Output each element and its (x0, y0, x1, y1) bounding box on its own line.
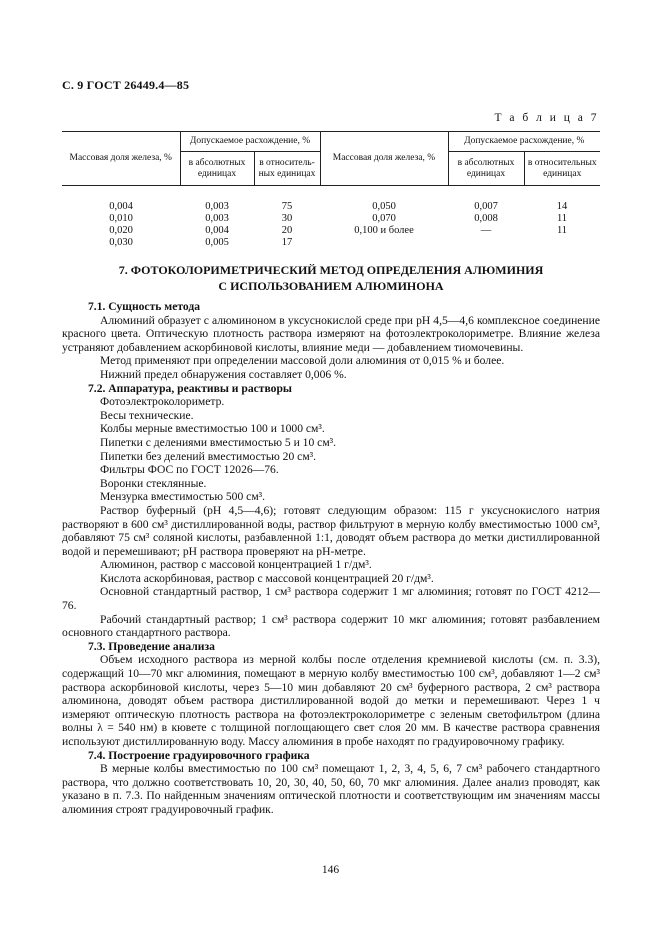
cell: 0,004 (109, 201, 133, 212)
header-abs-left: в абсолютных единицах (180, 152, 254, 186)
cell: 0,070 (372, 213, 396, 224)
list-item: Основной стандартный раствор, 1 см³ раствора содержит 1 мг алюминия; готовят по ГОСТ 4212—76. (62, 585, 600, 613)
cell: 0,004 (205, 225, 229, 236)
table-row (62, 213, 600, 225)
cell: 0,010 (109, 213, 133, 224)
cell: 30 (281, 213, 293, 224)
header-allowed-right: Допускаемое расхождение, % (448, 132, 600, 152)
list-item: Пипетки с делениями вместимостью 5 и 10 см³. (100, 435, 337, 449)
list-item: Кислота аскорбиновая, раствор с массовой концентрацией 20 г/дм³. (100, 571, 434, 585)
paragraph: Объем исходного раствора из мерной колбы после отделения кремниевой кислоты (см. п. 3.3), содержащий 10—70 мкг алюминия, помещают в мерную колбу вместимостью 100 см³, добавляют 1—2 см³ раствора аскорбиновой кислоты, через 5—10 мин добавляют 20 см³ буферного раствора, 2 см³ раствора алюминона, доводят объем раствора дистиллированной водой до метки и перемешивают. Через 1 ч измеряют оптическую плотность раствора на фотоэлектроколориметре с зеленым светофильтром (длина волны λ = 540 нм) в кювете с толщиной поглощающего свет слоя 20 мм. В качестве раствора сравнения используют дистиллированную воду. Массу алюминия в пробе находят по градуировочному графику. (62, 653, 600, 748)
header-mass-right: Массовая доля железа, % (320, 132, 448, 186)
cell: 0,050 (372, 201, 396, 212)
cell (320, 237, 448, 249)
paragraph: В мерные колбы вместимостью по 100 см³ помещают 1, 2, 3, 4, 5, 6, 7 см³ рабочего стандартного раствора, что должно соответствовать 10, 20, 30, 40, 50, 60, 70 мкг алюминия. Далее анализ проводят, как указано в п. 7.3. По найденным значениям оптической плотности и соответствующим им значениям массы алюминия строят градуировочный график. (62, 762, 600, 816)
cell: 0,100 и более (354, 225, 414, 236)
cell (524, 237, 600, 249)
list-item: Фотоэлектроколориметр. (100, 395, 225, 409)
list-item: Воронки стеклянные. (100, 476, 207, 490)
cell: 14 (556, 201, 568, 212)
header-abs-right: в абсолютных единицах (448, 152, 524, 186)
list-item: Пипетки без делений вместимостью 20 см³. (100, 449, 317, 463)
cell: 0,020 (109, 225, 133, 236)
iron-tolerance-table (62, 131, 600, 249)
cell: — (480, 225, 492, 236)
heading-7-1: 7.1. Сущность метода (88, 300, 201, 313)
header-rel-right: в относительных единицах (527, 157, 597, 179)
document-body (62, 300, 600, 817)
paragraph: Алюминий образует с алюминоном в уксуснокислой среде при рН 4,5—4,6 комплексное соединение красного цвета. Оптическую плотность раствора измеряют на фотоэлектроколориметре. Влияние железа устраняют добавлением аскорбиновой кислоты, влияние меди — добавлением тиомочевины. (62, 313, 600, 354)
cell: 0,030 (109, 237, 133, 248)
header-rel-left: в относительных единицах (254, 152, 320, 186)
cell: 0,005 (205, 237, 229, 248)
list-item: Раствор буферный (рН 4,5—4,6); готовят следующим образом: 115 г уксуснокислого натрия растворяют в 600 см³ дистиллированной воды, раствор фильтруют в мерную колбу вместимостью 1000 см³, добавляют 75 см³ соляной кислоты, разбавленной 1:1, доводят объем раствора до метки дистиллированной водой и перемешивают; рН раствора проверяют на рН-метре. (62, 503, 600, 558)
cell: 0,003 (205, 201, 229, 212)
list-item: Фильтры ФОС по ГОСТ 12026—76. (100, 463, 279, 477)
heading-7-2: 7.2. Аппаратура, реактивы и растворы (88, 381, 292, 395)
heading-7-3: 7.3. Проведение анализа (88, 639, 215, 653)
list-item: Колбы мерные вместимостью 100 и 1000 см³. (100, 422, 325, 436)
section-title-line1: 7. ФОТОКОЛОРИМЕТРИЧЕСКИЙ МЕТОД ОПРЕДЕЛЕНИЯ АЛЮМИНИЯ (118, 263, 544, 277)
table-row (62, 237, 600, 249)
table-row (62, 225, 600, 237)
cell: 11 (556, 225, 568, 236)
cell: 0,007 (474, 201, 498, 212)
list-item: Мензурка вместимостью 500 см³. (100, 490, 266, 504)
header-allowed-left: Допускаемое расхождение, % (180, 132, 320, 152)
cell (448, 237, 524, 249)
list-item: Алюминон, раствор с массовой концентрацией 1 г/дм³. (100, 558, 372, 572)
cell: 20 (281, 225, 293, 236)
list-item: Весы технические. (100, 408, 194, 422)
list-item: Рабочий стандартный раствор; 1 см³ раствора содержит 10 мкг алюминия; готовят разбавлением основного стандартного раствора. (62, 612, 600, 640)
paragraph: Нижний предел обнаружения составляет 0,006 %. (100, 367, 347, 381)
cell: 0,008 (474, 213, 498, 224)
cell: 0,003 (205, 213, 229, 224)
table-row (62, 186, 600, 214)
cell: 17 (281, 237, 293, 248)
page-header: С. 9 ГОСТ 26449.4—85 (62, 78, 190, 92)
cell: 75 (281, 201, 293, 212)
heading-7-4: 7.4. Построение градуировочного графика (88, 748, 310, 762)
header-mass-left: Массовая доля железа, % (62, 132, 180, 186)
table-caption: Т а б л и ц а 7 (494, 112, 599, 124)
paragraph: Метод применяют при определении массовой доли алюминия от 0,015 % и более. (100, 354, 505, 368)
cell: 11 (556, 213, 568, 224)
section-title-line2: С ИСПОЛЬЗОВАНИЕМ АЛЮМИНОНА (218, 279, 444, 293)
page-number: 146 (321, 864, 340, 876)
